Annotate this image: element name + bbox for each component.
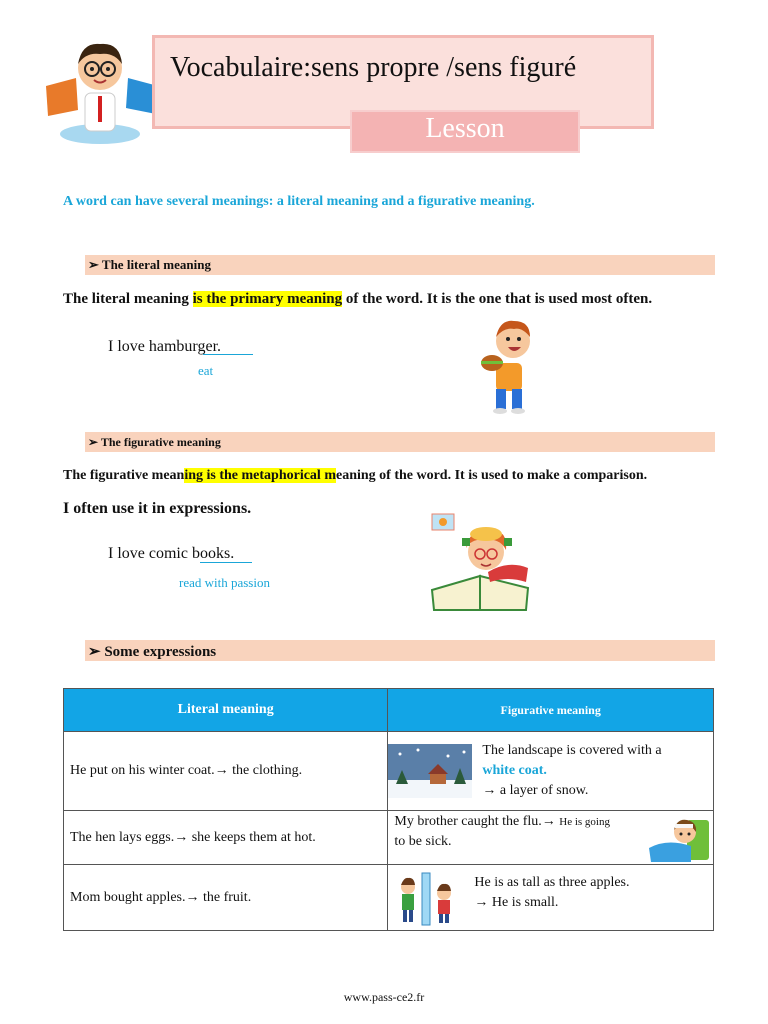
table-cell-literal <box>64 732 388 811</box>
table-header-row <box>64 689 714 732</box>
literal-definition-end: of the word. It is the one that is used most often. <box>342 291 653 307</box>
table-cell-figurative <box>388 811 714 865</box>
girl-reading-book-illustration <box>428 510 538 616</box>
table-row <box>64 811 714 865</box>
row-1-figurative-highlight: white coat. <box>482 763 547 778</box>
intro-text: A word can have several meanings: a literal meaning and a figurative meaning. <box>63 194 535 209</box>
table-cell-literal <box>64 811 388 865</box>
row-2-figurative-text: My brother caught the flu.→ <box>394 813 560 829</box>
figurative-usage: I often use it in expressions. <box>63 500 252 517</box>
page-title: Vocabulaire:sens propre /sens figuré <box>170 52 577 83</box>
table-cell-figurative <box>388 732 714 811</box>
table-row <box>64 865 714 931</box>
literal-definition <box>63 291 652 308</box>
figurative-definition-start: The figurative mean <box>63 468 185 483</box>
footer-url: www.pass-ce2.fr <box>343 990 425 1004</box>
sick-child-illustration <box>647 812 713 864</box>
row-1-literal-text: He put on his winter coat.→ the clothing. <box>70 763 303 778</box>
row-2-figurative-small-text: He is going <box>559 815 610 828</box>
row-2-literal-text: The hen lays eggs.→ she keeps them at hot. <box>70 829 316 845</box>
snow-landscape-image <box>388 744 472 798</box>
figurative-example: I love comic books. <box>108 545 235 562</box>
literal-definition-highlight: is the primary meaning <box>192 291 343 307</box>
column-header-figurative: Figurative meaning <box>388 689 714 732</box>
figurative-definition-end: eaning of the word. It is used to make a comparison. <box>335 468 648 483</box>
expressions-table <box>63 688 714 931</box>
table-row <box>64 732 714 811</box>
literal-example-meaning: eat <box>198 363 214 378</box>
row-3-literal-text: Mom bought apples.→ the fruit. <box>70 889 252 905</box>
lesson-badge-label: Lesson <box>425 113 505 144</box>
figurative-section-heading: ➢ The figurative meaning <box>88 435 221 449</box>
literal-example-underline <box>203 354 253 355</box>
table-cell-figurative <box>388 865 714 931</box>
table-cell-literal <box>64 865 388 931</box>
row-3-figurative-text: He is as tall as three apples. <box>474 874 630 890</box>
expressions-section-heading: ➢ Some expressions <box>88 644 217 660</box>
figurative-example-meaning: read with passion <box>179 575 270 590</box>
children-height-illustration <box>394 871 460 927</box>
literal-section-heading: ➢ The literal meaning <box>88 257 211 272</box>
figurative-example-underline <box>200 562 252 563</box>
figurative-definition <box>63 468 647 484</box>
row-3-figurative-explanation: → He is small. <box>474 894 559 910</box>
literal-definition-start: The literal meaning <box>63 291 193 307</box>
literal-example-text: I love hamburger. <box>108 338 222 355</box>
figurative-definition-highlight: ing is the metaphorical m <box>184 468 336 483</box>
row-1-figurative-text: The landscape is covered with a <box>482 743 662 758</box>
column-header-literal: Literal meaning <box>64 689 388 732</box>
boy-eating-burger-illustration <box>478 315 540 415</box>
boy-reading-illustration <box>38 38 163 148</box>
row-1-figurative-explanation: → a layer of snow. <box>482 783 589 798</box>
row-2-figurative-explanation: to be sick. <box>394 833 452 849</box>
